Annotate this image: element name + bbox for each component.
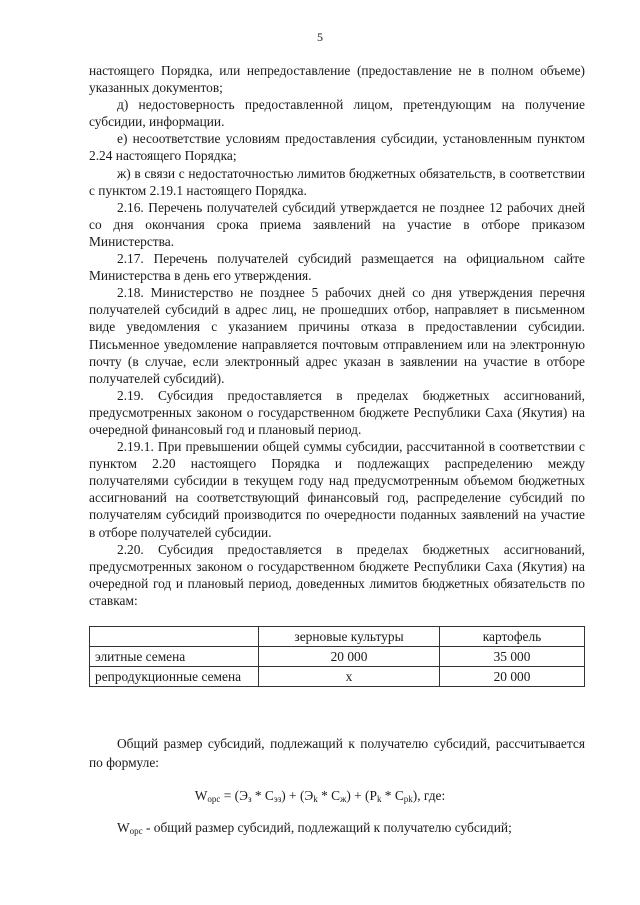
table-cell: элитные семена [90,647,259,667]
paragraph: 2.19. Субсидия предоставляется в пределах бюджетных ассигнований, предусмотренных законом о государственном бюджете Республики Саха (Якутия) на очередной финансовый год и плановый период. [89,387,585,437]
table-cell: х [259,667,440,687]
table-row [90,647,585,667]
paragraph: 2.19.1. При превышении общей суммы субсидии, рассчитанной в соответствии с пунктом 2.20 настоящего Порядка и подлежащих распределению между получателями субсидии в текущем году над предусмотренным объемом бюджетных ассигнований на соответствующий финансовый год, распределение субсидий по получателям субсидий производится по очередности поданных заявлений на участие в отборе получателей субсидии. [89,439,585,540]
table-cell: 35 000 [440,647,585,667]
paragraph: е) несоответствие условиям предоставления субсидии, установленным пунктом 2.24 настоящего Порядка; [89,131,585,164]
paragraph: д) недостоверность предоставленной лицом, претендующим на получение субсидии, информации. [89,97,585,130]
paragraph: 2.16. Перечень получателей субсидий утверждается не позднее 12 рабочих дней со дня окончания срока приема заявлений на участие в отборе приказом Министерства. [89,199,585,249]
paragraph: 2.20. Субсидия предоставляется в пределах бюджетных ассигнований, предусмотренных законом о государственном бюджете Республики Саха (Якутия) на очередной год и плановый период, доведенных лимитов бюджетных обязательств по ставкам: [89,541,585,608]
paragraph: настоящего Порядка, или непредоставление (предоставление не в полном объеме) указанных документов; [89,63,585,96]
subsidy-rates-table [89,626,585,687]
formula-definition: $W_{opc}$ - общий размер субсидий, подлежащий к получателю субсидий; [117,820,512,836]
body-text [89,62,585,609]
table-header-row [90,627,585,647]
table-cell: репродукционные семена [90,667,259,687]
page-number: 5 [317,30,323,44]
paragraph: ж) в связи с недостаточностью лимитов бюджетных обязательств, в соответствии с пунктом 2.19.1 настоящего Порядка. [89,165,585,198]
paragraph: 2.18. Министерство не позднее 5 рабочих дней со дня утверждения перечня получателей субсидий в адрес лиц, не прошедших отбор, направляет в письменном виде уведомления с указанием причины отказа в предоставлении субсидии. Письменное уведомление направляется почтовым отправлением или на электронную почту (в случае, если электронный адрес указан в заявлении на участие в отборе получателей субсидий). [89,285,585,386]
paragraph: 2.17. Перечень получателей субсидий размещается на официальном сайте Министерства в день его утверждения. [89,251,585,284]
table-header-cell: зерновые культуры [259,627,440,647]
table-header-cell: картофель [440,627,585,647]
table-header-cell [90,627,259,647]
table-row [90,667,585,687]
table-cell: 20 000 [440,667,585,687]
table-cell: 20 000 [259,647,440,667]
formula-intro: Общий размер субсидий, подлежащий к получателю субсидий, рассчитывается по формуле: [89,736,585,770]
formula: $W_{opc} = (Э_з * С_{эз}) + (Э_k * С_ж) + (Р_k * С_{pk})$, где: [194,788,446,804]
